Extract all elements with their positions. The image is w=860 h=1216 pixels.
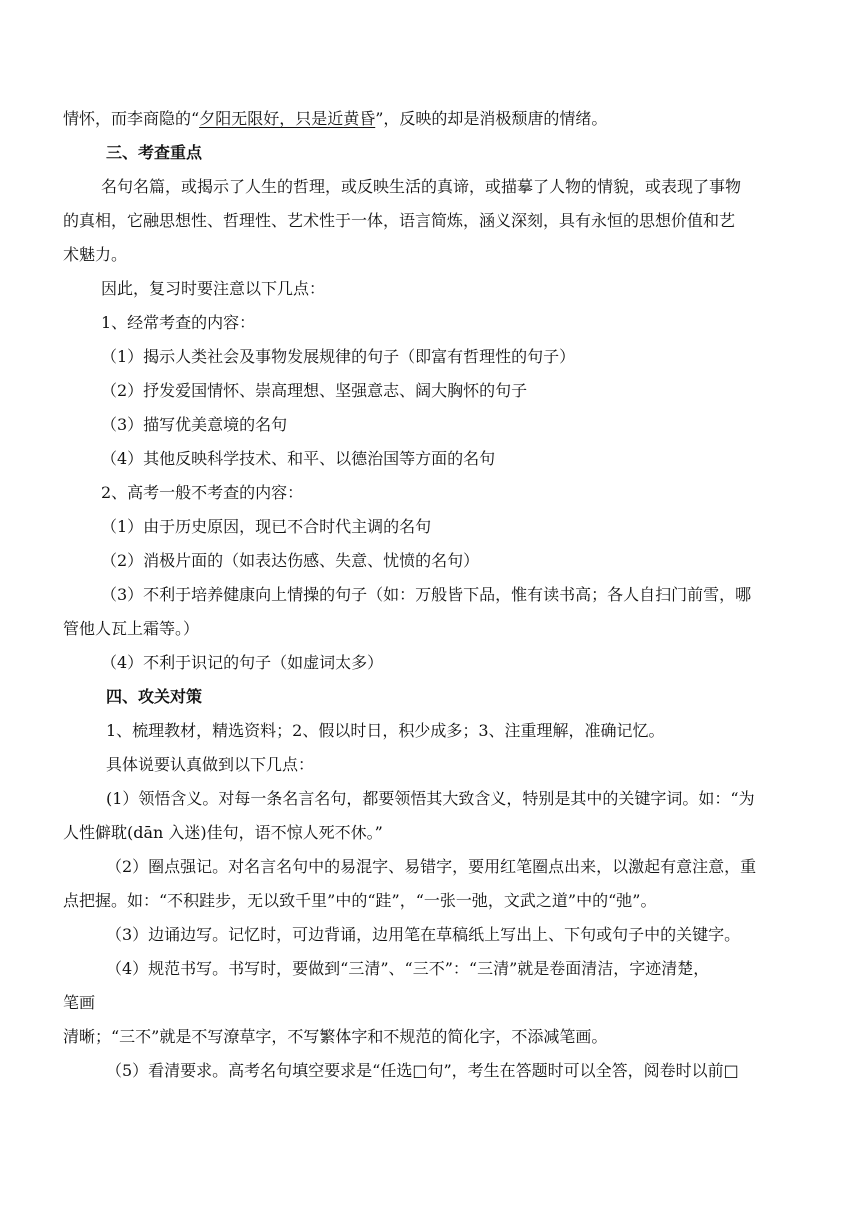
list-heading: 1、经常考查的内容： bbox=[101, 313, 256, 332]
paragraph-line: 1、梳理教材，精选资料；2、假以时日，积少成多；3、注重理解，准确记忆。 bbox=[106, 721, 665, 740]
paragraph-line: 具体说要认真做到以下几点： bbox=[106, 755, 315, 774]
paragraph-line bbox=[63, 108, 607, 130]
list-item: （2）消极片面的（如表达伤感、失意、忧愤的名句） bbox=[101, 551, 480, 570]
list-item: （4）其他反映科学技术、和平、以德治国等方面的名句 bbox=[101, 449, 496, 468]
section-heading: 四、攻关对策 bbox=[106, 687, 203, 706]
paragraph-line: 因此，复习时要注意以下几点： bbox=[101, 279, 326, 298]
list-heading: 2、高考一般不考查的内容： bbox=[101, 483, 304, 502]
list-item-continuation: 人性僻耽(dān 入迷)佳句，语不惊人死不休。” bbox=[63, 823, 383, 842]
list-item: （4）不利于识记的句子（如虚词太多） bbox=[101, 653, 384, 672]
list-item: （1）由于历史原因，现已不合时代主调的名句 bbox=[101, 517, 432, 536]
list-item: （3）边诵边写。记忆时，可边背诵，边用笔在草稿纸上写出上、下句或句子中的关键字。 bbox=[106, 925, 741, 944]
paragraph-line: 的真相，它融思想性、哲理性、艺术性于一体，语言简炼，涵义深刻，具有永恒的思想价值和艺 bbox=[63, 211, 736, 230]
list-item: （4）规范书写。书写时，要做到“三清”、“三不”：“三清”就是卷面清洁，字迹清楚， bbox=[106, 959, 710, 978]
list-item: （3）描写优美意境的名句 bbox=[101, 415, 288, 434]
list-item: （3）不利于培养健康向上情操的句子（如：万般皆下品，惟有读书高；各人自扫门前雪，哪 bbox=[101, 585, 752, 604]
list-item: (1）领悟含义。对每一条名言名句，都要领悟其大致含义，特别是其中的关键字词。如：“为 bbox=[106, 789, 755, 808]
paragraph-line: 术魅力。 bbox=[63, 245, 128, 264]
underlined-quote: 夕阳无限好，只是近黄昏 bbox=[199, 109, 376, 128]
list-item: （2）圈点强记。对名言名句中的易混字、易错字，要用红笔圈点出来，以激起有意注意，重 bbox=[106, 857, 757, 876]
list-item-continuation: 点把握。如：“不积跬步，无以致千里”中的“跬”，“一张一弛，文武之道”中的“弛”。 bbox=[63, 891, 657, 910]
paragraph-line: 名句名篇，或揭示了人生的哲理，或反映生活的真谛，或描摹了人物的情貌，或表现了事物 bbox=[101, 177, 742, 196]
list-item: （2）抒发爱国情怀、崇高理想、坚强意志、阔大胸怀的句子 bbox=[101, 381, 528, 400]
list-item-continuation: 清晰；“三不”就是不写潦草字，不写繁体字和不规范的简化字，不添减笔画。 bbox=[63, 1027, 608, 1046]
list-item-continuation: 管他人瓦上霜等。） bbox=[63, 619, 200, 638]
list-item: （5）看清要求。高考名句填空要求是“任选□句”，考生在答题时可以全答，阅卷时以前□ bbox=[106, 1061, 739, 1080]
section-heading: 三、考查重点 bbox=[106, 143, 203, 162]
list-item: （1）揭示人类社会及事物发展规律的句子（即富有哲理性的句子） bbox=[101, 347, 576, 366]
list-item-continuation: 笔画 bbox=[63, 993, 96, 1012]
text-run: ”，反映的却是消极颓唐的情绪。 bbox=[375, 109, 608, 128]
text-run: 情怀，而李商隐的“ bbox=[63, 109, 200, 128]
